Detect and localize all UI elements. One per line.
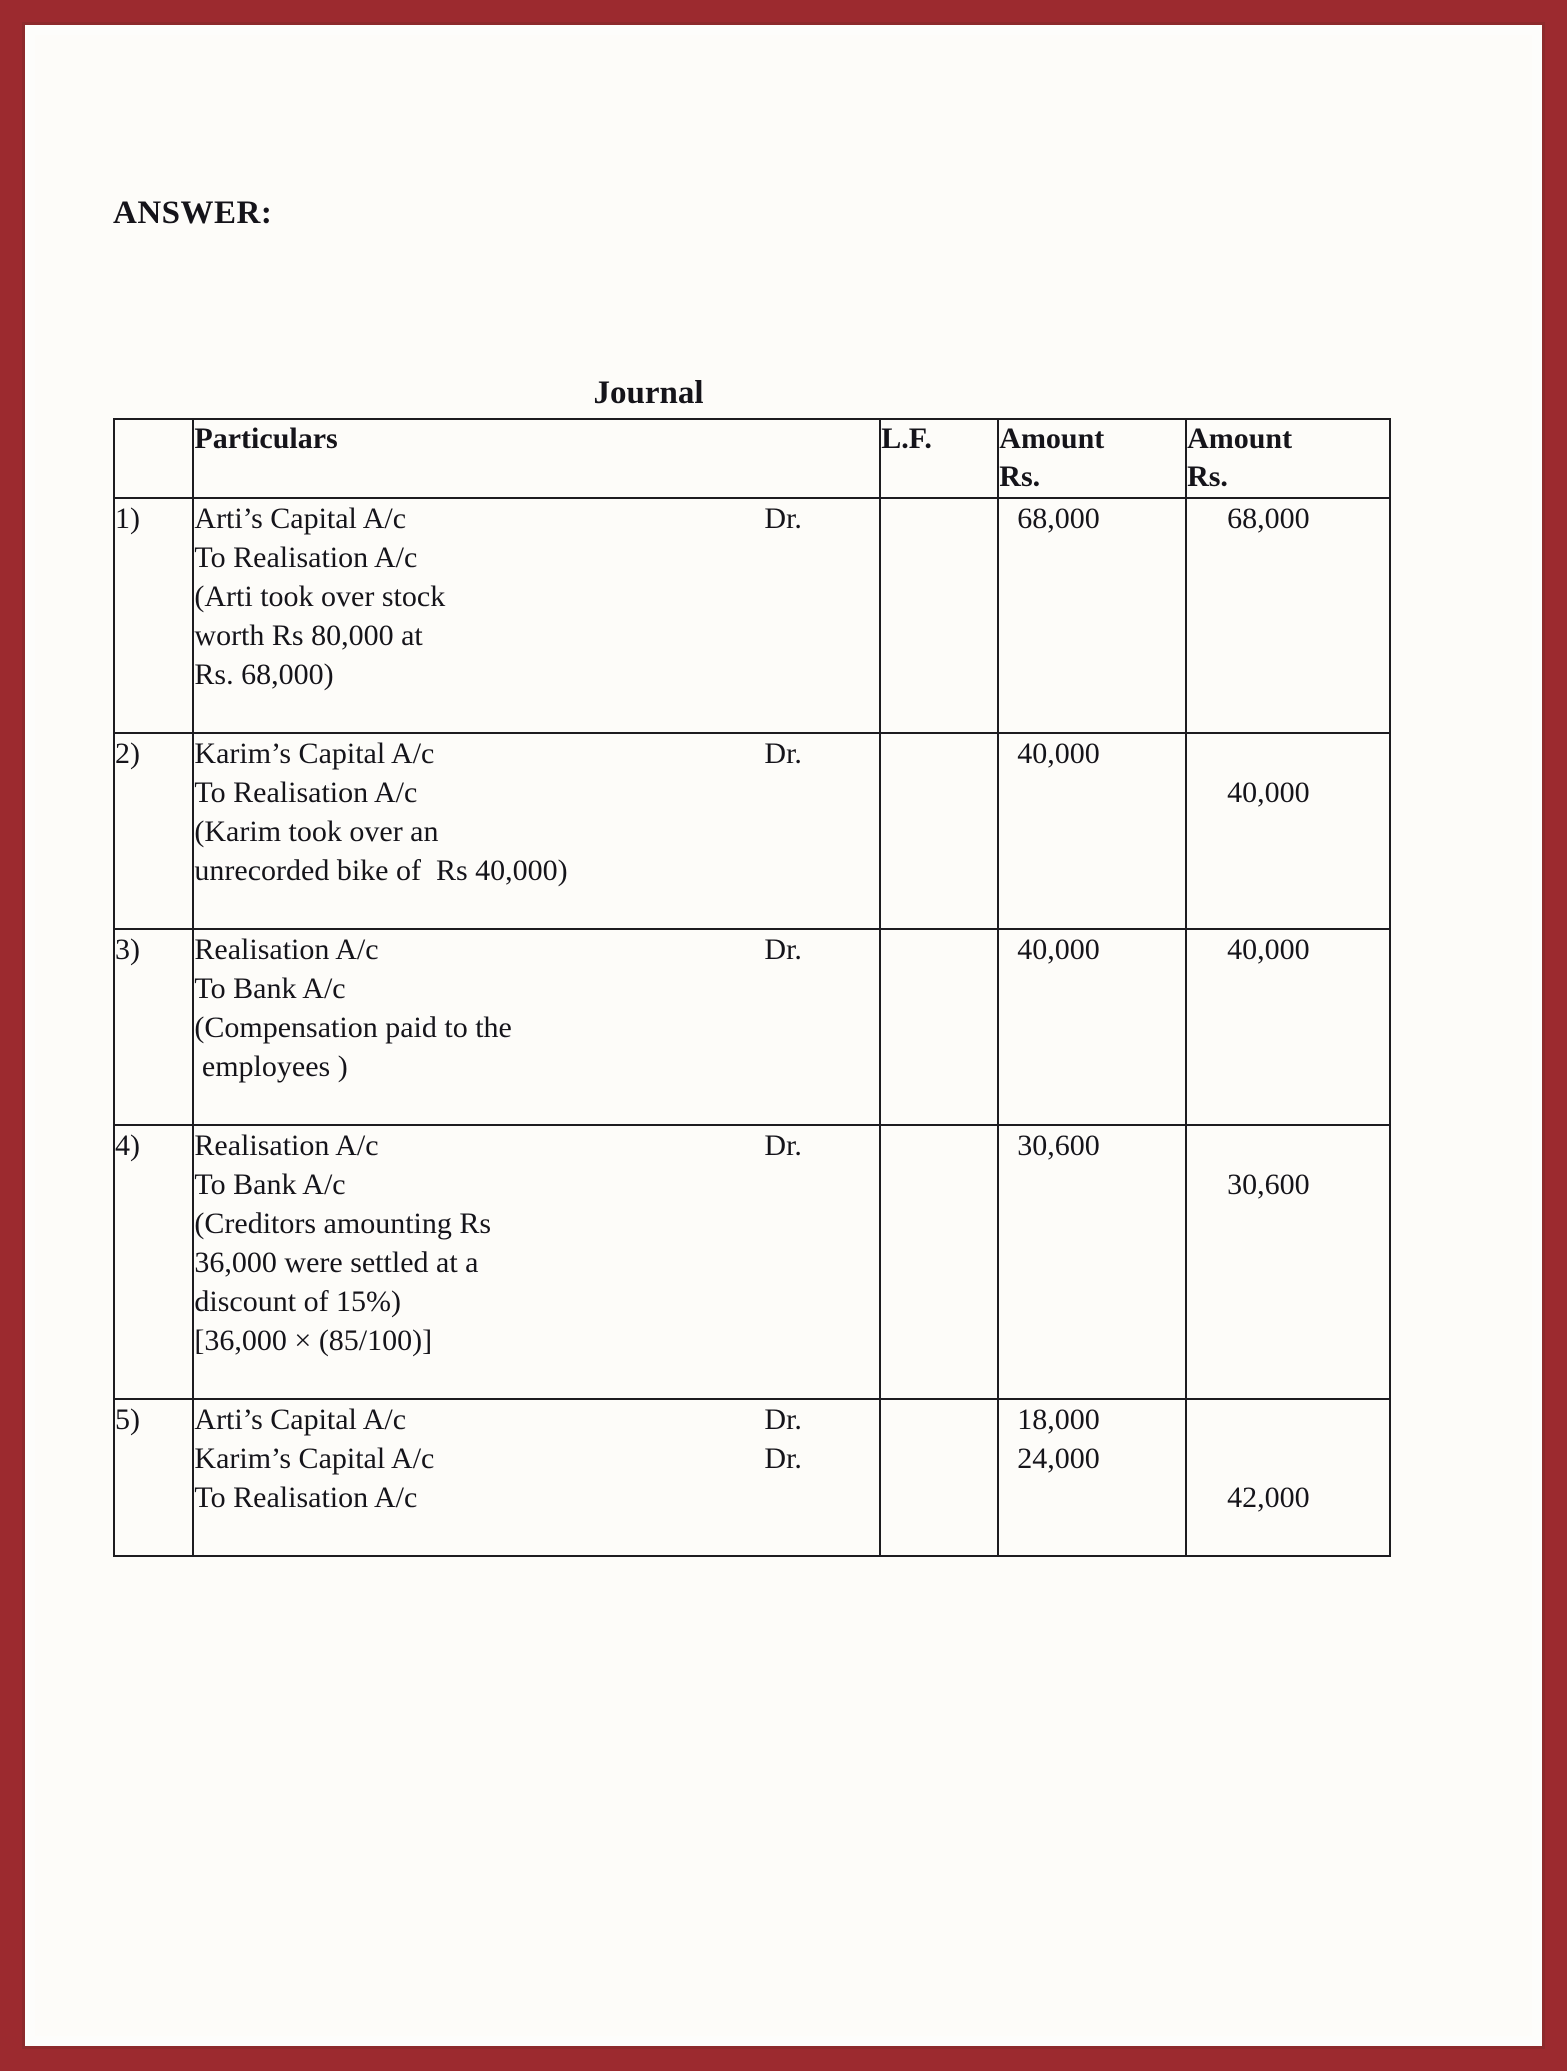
amount-value: 68,000 [1017, 501, 1100, 535]
amount-value: 40,000 [1227, 932, 1310, 966]
particulars-line: (Karim took over an [194, 814, 439, 848]
entry-particulars [193, 1399, 880, 1556]
entry-lf [880, 1125, 998, 1399]
particulars-line: [36,000 × (85/100)] [194, 1323, 433, 1357]
particulars-line: To Bank A/c [194, 1167, 346, 1201]
amount-value: 40,000 [1227, 775, 1310, 809]
entry-debit-amount [998, 1399, 1186, 1556]
particulars-line: (Creditors amounting Rs [194, 1206, 492, 1240]
entry-serial: 1) [114, 498, 193, 733]
header-lf: L.F. [880, 419, 998, 498]
amount-value: 40,000 [1017, 932, 1100, 966]
table-header-row [114, 419, 1390, 498]
entry-debit-amount [998, 733, 1186, 929]
entry-particulars [193, 1125, 880, 1399]
table-row [114, 1399, 1390, 1556]
particulars-line: 36,000 were settled at a [194, 1245, 479, 1279]
answer-heading: ANSWER: [113, 195, 273, 231]
entry-particulars [193, 498, 880, 733]
table-row [114, 1125, 1390, 1399]
entry-credit-amount [1186, 498, 1390, 733]
debit-marker: Dr. [764, 501, 802, 535]
particulars-line: Arti’s Capital A/c Dr. [194, 499, 879, 538]
entry-debit-amount [998, 1125, 1186, 1399]
particulars-line: (Compensation paid to the [194, 1010, 512, 1044]
entry-spacer [194, 1360, 879, 1398]
amount-value: 42,000 [1227, 1480, 1310, 1514]
header-serial [114, 419, 193, 498]
particulars-line: To Realisation A/c [194, 775, 418, 809]
journal-table [113, 418, 1391, 1557]
journal-body [114, 498, 1390, 1556]
table-row [114, 498, 1390, 733]
amount-value: 18,000 [1017, 1402, 1100, 1436]
particulars-line: unrecorded bike of Rs 40,000) [194, 853, 568, 887]
particulars-line: Realisation A/c Dr. [194, 1126, 879, 1165]
paper-sheet [35, 35, 1532, 2036]
amount-value: 30,600 [1017, 1128, 1100, 1162]
particulars-line: worth Rs 80,000 at [194, 618, 423, 652]
entry-spacer [194, 694, 879, 732]
header-amount-debit-line1: Amount [999, 422, 1105, 455]
header-amount-debit [998, 419, 1186, 498]
amount-value: 30,600 [1227, 1167, 1310, 1201]
particulars-line: Arti’s Capital A/c Dr. [194, 1400, 879, 1439]
entry-credit-amount [1186, 733, 1390, 929]
particulars-line: Karim’s Capital A/c Dr. [194, 734, 879, 773]
entry-lf [880, 498, 998, 733]
particulars-line: discount of 15%) [194, 1284, 402, 1318]
entry-spacer [194, 1086, 879, 1124]
entry-credit-amount [1186, 1399, 1390, 1556]
header-particulars: Particulars [193, 419, 880, 498]
header-amount-credit-line2: Rs. [1187, 460, 1228, 494]
entry-serial: 3) [114, 929, 193, 1125]
debit-marker: Dr. [764, 1402, 802, 1436]
entry-lf [880, 929, 998, 1125]
journal-title: Journal [593, 375, 704, 411]
entry-spacer [194, 890, 879, 928]
particulars-line: Realisation A/c Dr. [194, 930, 879, 969]
particulars-line: To Bank A/c [194, 971, 346, 1005]
entry-spacer [194, 1517, 879, 1555]
debit-marker: Dr. [764, 1441, 802, 1475]
entry-serial: 5) [114, 1399, 193, 1556]
page-frame [22, 22, 1545, 2049]
entry-debit-amount [998, 929, 1186, 1125]
entry-particulars [193, 929, 880, 1125]
amount-value: 24,000 [1017, 1441, 1100, 1475]
particulars-line: Rs. 68,000) [194, 657, 334, 691]
entry-credit-amount [1186, 929, 1390, 1125]
entry-lf [880, 1399, 998, 1556]
entry-credit-amount [1186, 1125, 1390, 1399]
particulars-line: Karim’s Capital A/c Dr. [194, 1439, 879, 1478]
amount-value: 68,000 [1227, 501, 1310, 535]
amount-value: 40,000 [1017, 736, 1100, 770]
table-row [114, 733, 1390, 929]
particulars-line: employees ) [194, 1049, 348, 1083]
header-amount-credit-line1: Amount [1187, 422, 1293, 455]
particulars-line: (Arti took over stock [194, 579, 446, 613]
particulars-line: To Realisation A/c [194, 540, 418, 574]
debit-marker: Dr. [764, 1128, 802, 1162]
entry-debit-amount [998, 498, 1186, 733]
debit-marker: Dr. [764, 932, 802, 966]
debit-marker: Dr. [764, 736, 802, 770]
table-row [114, 929, 1390, 1125]
particulars-line: To Realisation A/c [194, 1480, 418, 1514]
header-amount-credit [1186, 419, 1390, 498]
entry-serial: 4) [114, 1125, 193, 1399]
header-amount-debit-line2: Rs. [999, 460, 1041, 494]
entry-particulars [193, 733, 880, 929]
entry-serial: 2) [114, 733, 193, 929]
entry-lf [880, 733, 998, 929]
